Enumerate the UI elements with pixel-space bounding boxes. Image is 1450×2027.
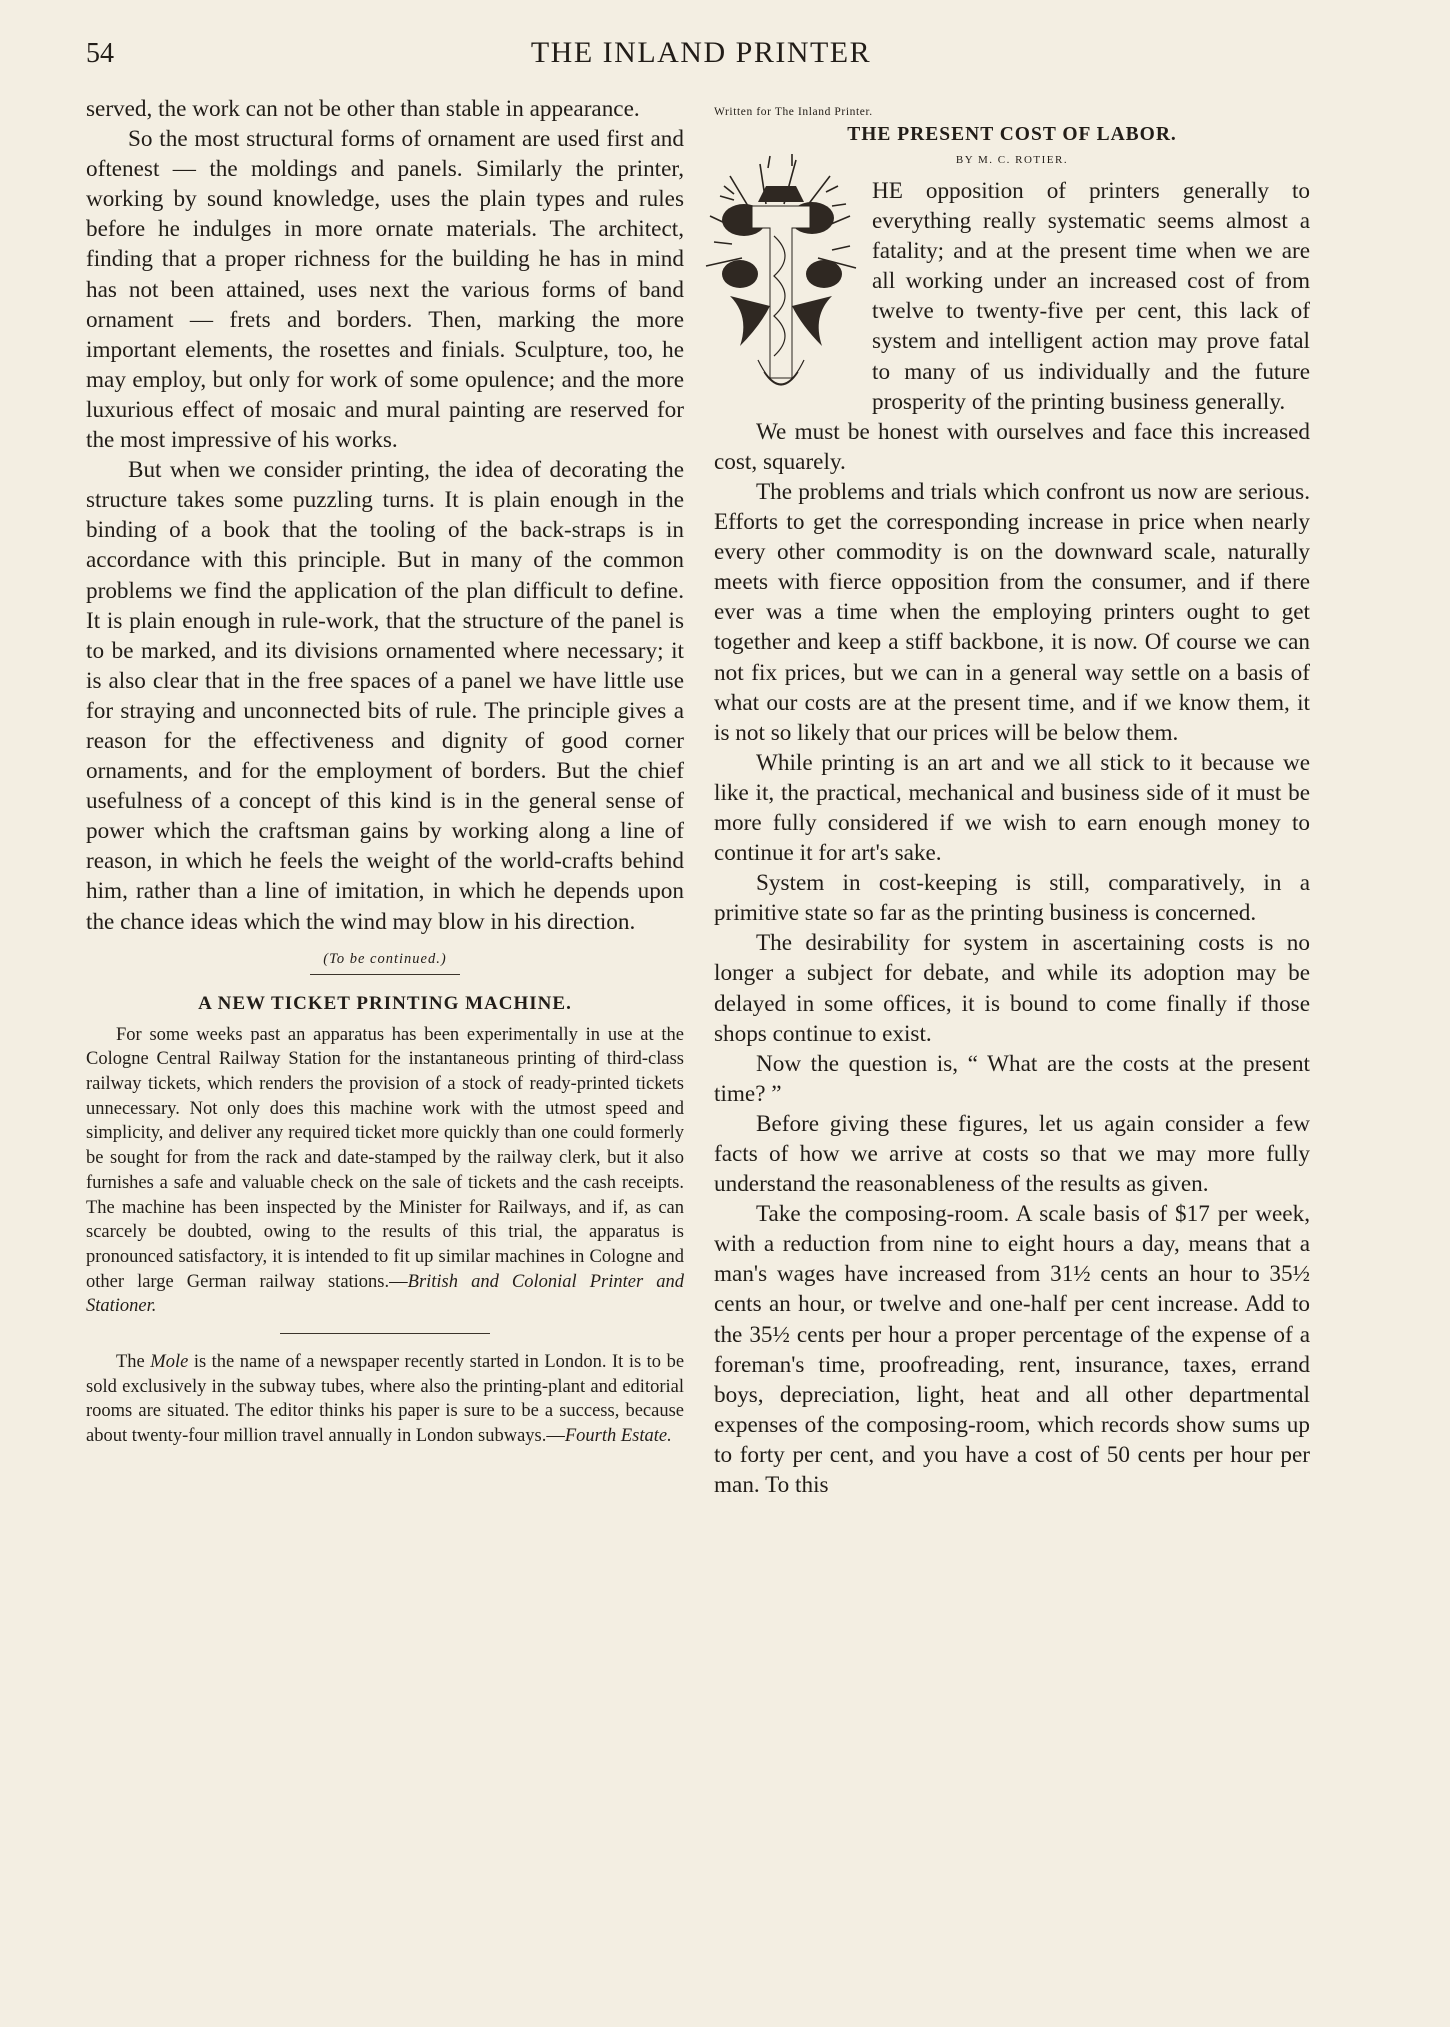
- divider-rule: [310, 974, 460, 975]
- ticket-article-title: A NEW TICKET PRINTING MACHINE.: [198, 992, 572, 1014]
- mole-note-text: is the name of a newspaper recently started in London. It is to be sold exclusively in the subway tubes, where also the printing-plant and editorial rooms are situated. The editor thinks his paper is sure to be a success, because about twenty-four million travel annually in London subways.—: [86, 1352, 685, 1447]
- mole-note-source: Fourth Estate.: [564, 1426, 672, 1447]
- left-paragraph-1: served, the work can not be other than stable in appearance.: [86, 96, 640, 122]
- left-column: [86, 94, 684, 1449]
- article-title: THE PRESENT COST OF LABOR.: [847, 124, 1177, 145]
- page-header: [86, 34, 1316, 78]
- ticket-article-body: [86, 1023, 684, 1319]
- to-be-continued: (To be continued.): [323, 950, 447, 967]
- ticket-article-source: British and Colonial Printer and Stationer.: [86, 1271, 684, 1317]
- article-paragraph-5: The desirability for system in ascertaining costs is no longer a subject for debate, and while its adoption may be delayed in some offices, it is bound to come finally if those shops continue to exist.: [714, 930, 1310, 1047]
- article-paragraph-4: System in cost-keeping is still, comparatively, in a primitive state so far as the printing business is concerned.: [714, 870, 1310, 927]
- page-number: 54: [86, 38, 114, 69]
- divider-rule-2: [280, 1333, 490, 1334]
- mole-note-name: Mole: [150, 1352, 189, 1373]
- written-for-credit: Written for The Inland Printer.: [714, 106, 873, 118]
- left-paragraph-3: But when we consider printing, the idea of decorating the structure takes some puzzling turns. It is plain enough in the binding of a book that the tooling of the back-straps is in accordance with this principle. But in many of the common problems we find the application of the plan difficult to define. It is plain enough in rule-work, that the structure of the panel is to be marked, and its divisions ornamented where necessary; it is also clear that in the free spaces of a panel we have little use for straying and unconnected bits of rule. The principle gives a reason for the effectiveness and dignity of good corner ornaments, and for the employment of borders. But the chief usefulness of a concept of this kind is in the general sense of power which the craftsman gains by working along a line of reason, in which he feels the weight of the world-crafts behind him, rather than a line of imitation, in which he depends upon the chance ideas which the wind may blow in his direction.: [86, 457, 684, 935]
- article-paragraph-2: The problems and trials which confront us now are serious. Efforts to get the corresponding increase in price when nearly every other commodity is on the downward scale, naturally meets with fierce opposition from the consumer, and if there ever was a time when the employing printers ought to get together and keep a stiff backbone, it is now. Of course we can not fix prices, but we can in a general way settle on a basis of what our costs are at the present time, and if we know them, it is not so likely that our prices will be below them.: [714, 478, 1310, 746]
- article-paragraph-6: Now the question is, “ What are the costs at the present time? ”: [714, 1050, 1310, 1107]
- article-byline: BY M. C. ROTIER.: [955, 154, 1069, 166]
- article-paragraph-7: Before giving these figures, let us again consider a few facts of how we arrive at costs so that we may more fully understand the reasonableness of the results as given.: [714, 1110, 1310, 1198]
- first-paragraph-text: HE opposition of printers generally to everything really systematic seems almost a fatality; and at the present time when we are all working under an increased cost of from twelve to twenty-five per cent, this lack of system and intelligent action may prove fatal to many of us individually and the future prosperity of the printing business generally.: [872, 178, 1310, 415]
- article-paragraph-8: Take the composing-room. A scale basis of $17 per week, with a reduction from nine to eight hours a day, means that a man's wages have increased from 31½ cents an hour to 35½ cents an hour, or twelve and one-half per cent increase. Add to the 35½ cents per hour a proper percentage of the expense of a foreman's time, proofreading, rent, insurance, taxes, errand boys, depreciation, light, heat and all other departmental expenses of the composing-room, which records show sums up to forty per cent, and you have a cost of 50 cents per hour per man. To this: [714, 1201, 1310, 1499]
- right-column: [714, 94, 1310, 1500]
- ticket-article-text: For some weeks past an apparatus has been experimentally in use at the Cologne Central Railway Station for the instantaneous printing of third-class railway tickets, which renders the provision of a stock of ready-printed tickets unnecessary. Not only does this machine work with the utmost speed and simplicity, and deliver any required ticket more quickly than one could formerly be sought for from the rack and date-stamped by the railway clerk, but it also furnishes a safe and valuable check on the sale of tickets and the cash receipts. The machine has been inspected by the Minister for Railways, and if, as can scarcely be doubted, owing to the results of this trial, the apparatus is pronounced satisfactory, it is intended to fit up similar machines in Cologne and other large German railway stations.—: [86, 1024, 684, 1292]
- mole-note: [86, 1350, 684, 1449]
- thistle-drop-cap-icon: [700, 146, 862, 402]
- mole-note-lead: The: [116, 1352, 145, 1373]
- ornamental-drop-cap: [700, 146, 862, 402]
- left-paragraph-2: So the most structural forms of ornament are used first and oftenest — the moldings and panels. Similarly the printer, working by sound knowledge, uses the plain types and rules before he indulges in more ornate materials. The architect, finding that a proper richness for the building he has in mind has not been attained, uses next the various forms of band ornament — frets and borders. Then, marking the more important elements, the rosettes and finials. Sculpture, too, he may employ, but only for work of some opulence; and the more luxurious effect of mosaic and mural painting are reserved for the most impressive of his works.: [86, 126, 684, 454]
- article-paragraph-1: We must be honest with ourselves and face this increased cost, squarely.: [714, 418, 1310, 475]
- running-title: THE INLAND PRINTER: [530, 36, 872, 69]
- article-paragraph-3: While printing is an art and we all stick to it because we like it, the practical, mechanical and business side of it must be more fully considered if we wish to earn enough money to continue it for art's sake.: [714, 749, 1310, 867]
